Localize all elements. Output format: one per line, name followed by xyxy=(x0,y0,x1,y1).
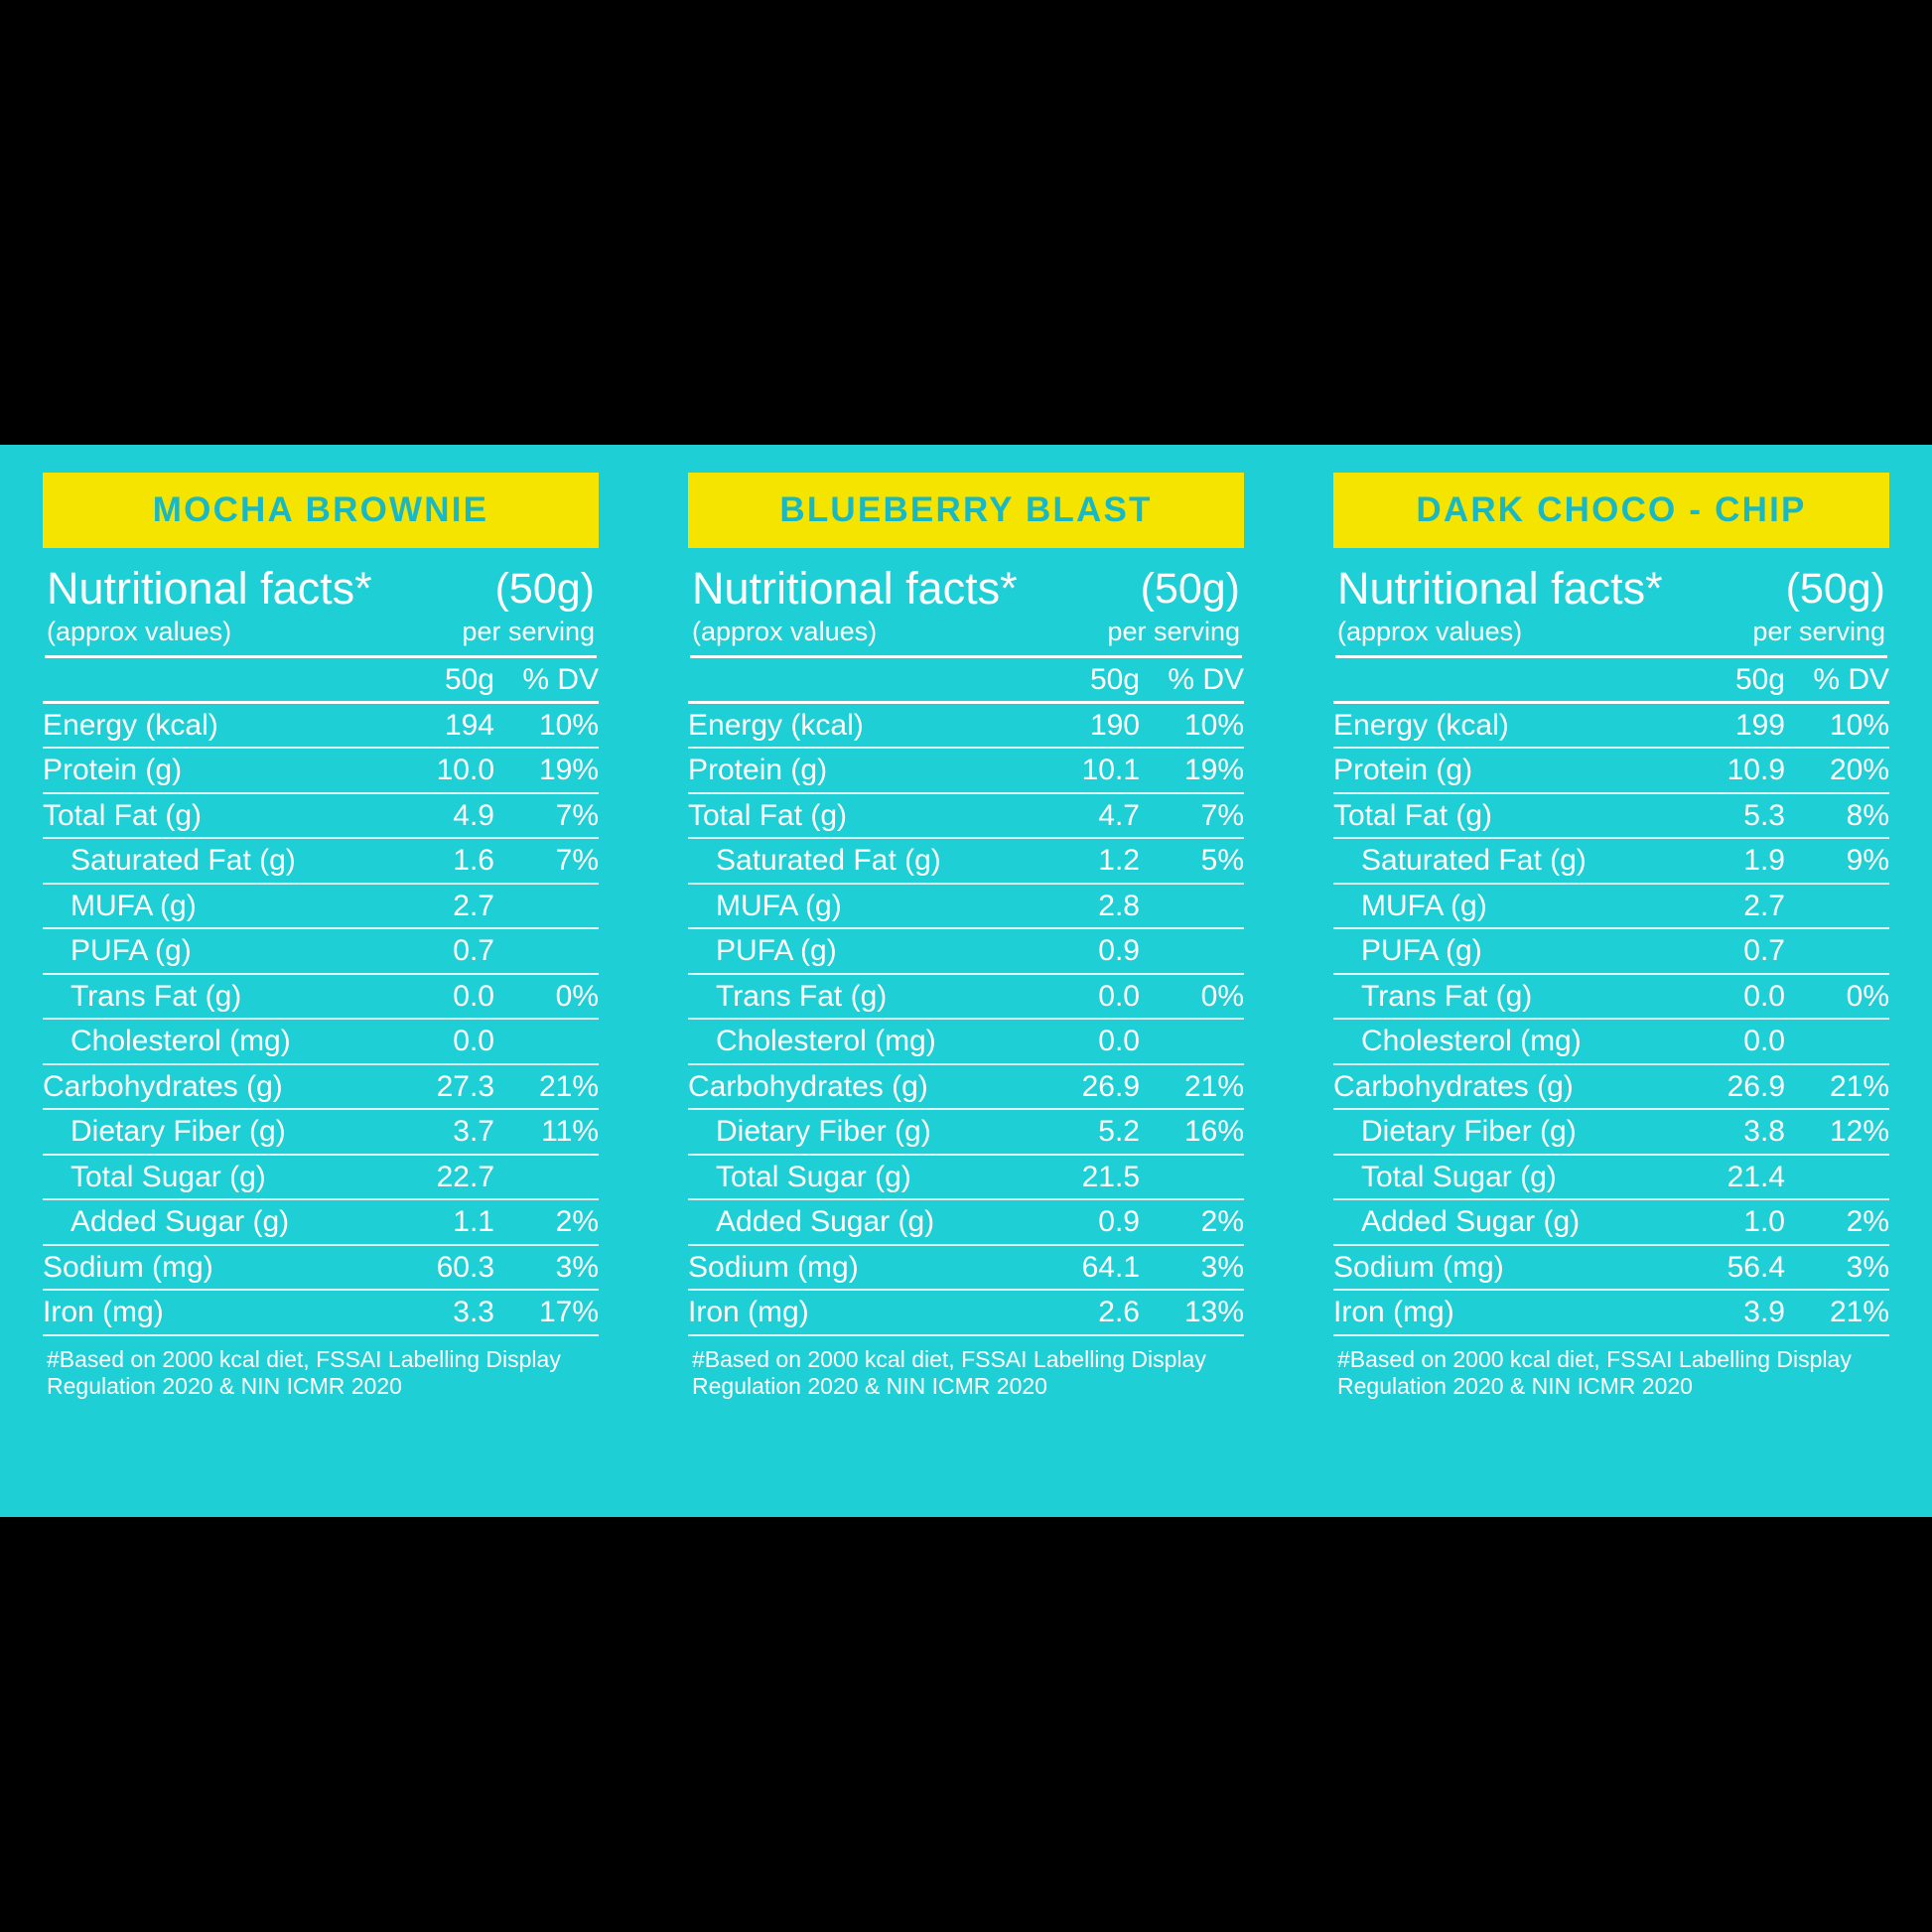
table-header-dv: % DV xyxy=(1140,658,1244,702)
nutrient-name: Trans Fat (g) xyxy=(43,974,375,1020)
table-header-dv: % DV xyxy=(1785,658,1889,702)
nutrient-daily-value: 7% xyxy=(494,793,599,839)
nutrient-name: Carbohydrates (g) xyxy=(688,1064,1021,1110)
table-header-row xyxy=(688,658,1244,702)
nutrient-amount: 1.1 xyxy=(375,1199,494,1245)
table-row xyxy=(43,702,599,748)
nutrient-amount: 2.7 xyxy=(1666,884,1785,929)
card-title-bar xyxy=(1333,473,1889,548)
approx-values-note: (approx values) xyxy=(692,617,878,646)
table-header-nutrient xyxy=(43,658,375,702)
nutrient-amount: 1.0 xyxy=(1666,1199,1785,1245)
nutrient-name: Total Sugar (g) xyxy=(43,1155,375,1200)
nutrient-name: Saturated Fat (g) xyxy=(688,838,1021,884)
nutrient-amount: 2.6 xyxy=(1021,1290,1140,1335)
nutrient-name: Added Sugar (g) xyxy=(1333,1199,1666,1245)
nutrient-amount: 1.2 xyxy=(1021,838,1140,884)
table-row xyxy=(1333,974,1889,1020)
nutrient-name: Protein (g) xyxy=(1333,748,1666,793)
nutrient-daily-value xyxy=(494,1019,599,1064)
table-row xyxy=(43,793,599,839)
nutrient-daily-value: 20% xyxy=(1785,748,1889,793)
nutrient-name: Carbohydrates (g) xyxy=(1333,1064,1666,1110)
nutrient-daily-value: 16% xyxy=(1140,1109,1244,1155)
table-row xyxy=(43,1199,599,1245)
table-row xyxy=(688,838,1244,884)
serving-size: (50g) xyxy=(1140,565,1240,613)
nutrient-daily-value: 3% xyxy=(1785,1245,1889,1291)
nutrient-daily-value: 0% xyxy=(1140,974,1244,1020)
footnote: #Based on 2000 kcal diet, FSSAI Labelling Display Regulation 2020 & NIN ICMR 2020 xyxy=(692,1345,1206,1399)
nutrient-amount: 2.8 xyxy=(1021,884,1140,929)
table-header-nutrient xyxy=(1333,658,1666,702)
nutrient-amount: 22.7 xyxy=(375,1155,494,1200)
nutrient-name: MUFA (g) xyxy=(688,884,1021,929)
nutrition-panel xyxy=(0,445,1932,1517)
nutrient-daily-value xyxy=(1785,928,1889,974)
table-row xyxy=(688,884,1244,929)
facts-title: Nutritional facts* xyxy=(692,563,1018,614)
nutrient-name: Added Sugar (g) xyxy=(688,1199,1021,1245)
nutrient-name: Saturated Fat (g) xyxy=(43,838,375,884)
divider xyxy=(45,655,597,658)
nutrient-amount: 1.6 xyxy=(375,838,494,884)
table-header-amount: 50g xyxy=(1666,658,1785,702)
nutrient-name: Dietary Fiber (g) xyxy=(1333,1109,1666,1155)
facts-header xyxy=(1333,563,1889,614)
table-row xyxy=(688,748,1244,793)
nutrient-daily-value: 13% xyxy=(1140,1290,1244,1335)
nutrient-daily-value xyxy=(1785,884,1889,929)
table-row xyxy=(688,1155,1244,1200)
table-row xyxy=(1333,838,1889,884)
table-row xyxy=(1333,1109,1889,1155)
nutrient-name: Saturated Fat (g) xyxy=(1333,838,1666,884)
divider xyxy=(690,655,1242,658)
divider xyxy=(1335,655,1887,658)
nutrient-daily-value xyxy=(494,1155,599,1200)
nutrient-daily-value xyxy=(1140,928,1244,974)
nutrient-daily-value: 0% xyxy=(494,974,599,1020)
nutrient-name: Total Sugar (g) xyxy=(688,1155,1021,1200)
nutrient-name: Added Sugar (g) xyxy=(43,1199,375,1245)
table-row xyxy=(43,748,599,793)
table-row xyxy=(688,1245,1244,1291)
nutrient-name: MUFA (g) xyxy=(43,884,375,929)
nutrient-daily-value: 21% xyxy=(1785,1290,1889,1335)
facts-title: Nutritional facts* xyxy=(1337,563,1663,614)
table-row xyxy=(1333,1019,1889,1064)
nutrient-amount: 190 xyxy=(1021,702,1140,748)
table-header-amount: 50g xyxy=(375,658,494,702)
nutrient-daily-value xyxy=(1785,1155,1889,1200)
nutrient-amount: 3.9 xyxy=(1666,1290,1785,1335)
nutrient-amount: 60.3 xyxy=(375,1245,494,1291)
nutrient-name: Sodium (mg) xyxy=(43,1245,375,1291)
nutrient-name: Dietary Fiber (g) xyxy=(688,1109,1021,1155)
nutrient-amount: 26.9 xyxy=(1021,1064,1140,1110)
table-row xyxy=(1333,1155,1889,1200)
nutrient-daily-value: 21% xyxy=(1785,1064,1889,1110)
nutrient-amount: 3.8 xyxy=(1666,1109,1785,1155)
nutrient-amount: 27.3 xyxy=(375,1064,494,1110)
nutrient-amount: 0.0 xyxy=(1666,974,1785,1020)
table-row xyxy=(1333,1199,1889,1245)
nutrient-daily-value xyxy=(1140,884,1244,929)
nutrient-name: Iron (mg) xyxy=(43,1290,375,1335)
nutrient-daily-value: 2% xyxy=(1785,1199,1889,1245)
serving-size: (50g) xyxy=(494,565,595,613)
table-row xyxy=(688,928,1244,974)
table-row xyxy=(43,1155,599,1200)
nutrient-name: Carbohydrates (g) xyxy=(43,1064,375,1110)
nutrient-amount: 3.7 xyxy=(375,1109,494,1155)
nutrient-name: Cholesterol (mg) xyxy=(43,1019,375,1064)
nutrient-daily-value xyxy=(1140,1019,1244,1064)
serving-size: (50g) xyxy=(1785,565,1885,613)
nutrient-name: Energy (kcal) xyxy=(1333,702,1666,748)
nutrient-daily-value: 2% xyxy=(1140,1199,1244,1245)
nutrient-daily-value: 17% xyxy=(494,1290,599,1335)
nutrient-name: Energy (kcal) xyxy=(688,702,1021,748)
nutrient-daily-value: 3% xyxy=(1140,1245,1244,1291)
facts-header xyxy=(688,563,1244,614)
approx-values-note: (approx values) xyxy=(47,617,232,646)
nutrient-amount: 10.9 xyxy=(1666,748,1785,793)
table-row xyxy=(1333,1245,1889,1291)
table-row xyxy=(1333,793,1889,839)
nutrient-daily-value: 19% xyxy=(494,748,599,793)
table-row xyxy=(688,1064,1244,1110)
approx-values-note: (approx values) xyxy=(1337,617,1523,646)
table-header-row xyxy=(43,658,599,702)
table-row xyxy=(43,974,599,1020)
per-serving-note: per serving xyxy=(462,617,595,646)
nutrition-table xyxy=(688,658,1244,1336)
nutrition-cards-container xyxy=(0,445,1932,1517)
table-row xyxy=(688,793,1244,839)
per-serving-note: per serving xyxy=(1107,617,1240,646)
nutrient-amount: 26.9 xyxy=(1666,1064,1785,1110)
nutrient-amount: 64.1 xyxy=(1021,1245,1140,1291)
nutrient-name: Total Fat (g) xyxy=(688,793,1021,839)
nutrient-name: PUFA (g) xyxy=(688,928,1021,974)
nutrient-amount: 0.0 xyxy=(375,974,494,1020)
nutrient-name: MUFA (g) xyxy=(1333,884,1666,929)
nutrient-daily-value xyxy=(1785,1019,1889,1064)
nutrient-name: Protein (g) xyxy=(43,748,375,793)
nutrient-name: Dietary Fiber (g) xyxy=(43,1109,375,1155)
nutrient-name: PUFA (g) xyxy=(43,928,375,974)
table-row xyxy=(43,1290,599,1335)
nutrient-name: Protein (g) xyxy=(688,748,1021,793)
nutrient-daily-value: 10% xyxy=(1140,702,1244,748)
nutrient-daily-value xyxy=(1140,1155,1244,1200)
nutrient-amount: 1.9 xyxy=(1666,838,1785,884)
card-title-bar xyxy=(688,473,1244,548)
table-row xyxy=(1333,748,1889,793)
footnote: #Based on 2000 kcal diet, FSSAI Labelling Display Regulation 2020 & NIN ICMR 2020 xyxy=(1337,1345,1852,1399)
nutrient-daily-value: 10% xyxy=(494,702,599,748)
table-row xyxy=(43,1064,599,1110)
nutrient-name: Total Fat (g) xyxy=(1333,793,1666,839)
table-row xyxy=(43,1109,599,1155)
table-row xyxy=(1333,702,1889,748)
table-row xyxy=(1333,1290,1889,1335)
table-row xyxy=(1333,928,1889,974)
nutrient-name: Total Fat (g) xyxy=(43,793,375,839)
card-title: DARK CHOCO - CHIP xyxy=(1416,490,1807,529)
nutrient-daily-value: 19% xyxy=(1140,748,1244,793)
nutrient-amount: 0.9 xyxy=(1021,1199,1140,1245)
facts-subheader xyxy=(43,617,599,647)
nutrient-amount: 4.7 xyxy=(1021,793,1140,839)
card-title: BLUEBERRY BLAST xyxy=(779,490,1153,529)
nutrient-name: Iron (mg) xyxy=(1333,1290,1666,1335)
nutrient-name: Cholesterol (mg) xyxy=(1333,1019,1666,1064)
table-row xyxy=(1333,884,1889,929)
nutrient-daily-value: 7% xyxy=(494,838,599,884)
table-row xyxy=(43,1245,599,1291)
nutrient-amount: 3.3 xyxy=(375,1290,494,1335)
nutrient-amount: 56.4 xyxy=(1666,1245,1785,1291)
nutrient-amount: 5.3 xyxy=(1666,793,1785,839)
nutrient-daily-value: 21% xyxy=(1140,1064,1244,1110)
nutrient-daily-value: 21% xyxy=(494,1064,599,1110)
facts-title: Nutritional facts* xyxy=(47,563,372,614)
table-header-nutrient xyxy=(688,658,1021,702)
nutrient-amount: 0.7 xyxy=(375,928,494,974)
nutrition-card xyxy=(43,473,599,1517)
nutrient-daily-value: 12% xyxy=(1785,1109,1889,1155)
nutrient-amount: 10.0 xyxy=(375,748,494,793)
table-row xyxy=(688,1199,1244,1245)
table-row xyxy=(688,1109,1244,1155)
table-row xyxy=(688,702,1244,748)
card-title-bar xyxy=(43,473,599,548)
footnote: #Based on 2000 kcal diet, FSSAI Labelling Display Regulation 2020 & NIN ICMR 2020 xyxy=(47,1345,561,1399)
nutrient-name: Sodium (mg) xyxy=(688,1245,1021,1291)
nutrient-daily-value: 0% xyxy=(1785,974,1889,1020)
nutrient-daily-value: 5% xyxy=(1140,838,1244,884)
table-row xyxy=(688,1290,1244,1335)
nutrient-daily-value: 8% xyxy=(1785,793,1889,839)
nutrition-card xyxy=(1333,473,1889,1517)
nutrition-table xyxy=(43,658,599,1336)
nutrient-amount: 194 xyxy=(375,702,494,748)
nutrient-amount: 0.0 xyxy=(375,1019,494,1064)
nutrient-amount: 5.2 xyxy=(1021,1109,1140,1155)
nutrient-amount: 0.0 xyxy=(1021,974,1140,1020)
table-row xyxy=(43,884,599,929)
nutrition-table xyxy=(1333,658,1889,1336)
nutrient-amount: 21.5 xyxy=(1021,1155,1140,1200)
table-row xyxy=(688,974,1244,1020)
table-row xyxy=(1333,1064,1889,1110)
table-header-row xyxy=(1333,658,1889,702)
table-row xyxy=(43,1019,599,1064)
nutrient-amount: 0.7 xyxy=(1666,928,1785,974)
card-title: MOCHA BROWNIE xyxy=(152,490,489,529)
table-header-amount: 50g xyxy=(1021,658,1140,702)
nutrient-daily-value: 10% xyxy=(1785,702,1889,748)
facts-header xyxy=(43,563,599,614)
table-row xyxy=(43,838,599,884)
nutrient-name: Trans Fat (g) xyxy=(688,974,1021,1020)
nutrient-amount: 0.0 xyxy=(1666,1019,1785,1064)
nutrient-daily-value xyxy=(494,884,599,929)
nutrient-name: Energy (kcal) xyxy=(43,702,375,748)
nutrient-daily-value: 7% xyxy=(1140,793,1244,839)
per-serving-note: per serving xyxy=(1752,617,1885,646)
table-row xyxy=(688,1019,1244,1064)
nutrient-amount: 199 xyxy=(1666,702,1785,748)
table-header-dv: % DV xyxy=(494,658,599,702)
facts-subheader xyxy=(1333,617,1889,647)
nutrient-amount: 4.9 xyxy=(375,793,494,839)
facts-subheader xyxy=(688,617,1244,647)
nutrient-name: Cholesterol (mg) xyxy=(688,1019,1021,1064)
nutrient-name: Total Sugar (g) xyxy=(1333,1155,1666,1200)
nutrient-amount: 0.9 xyxy=(1021,928,1140,974)
nutrient-amount: 10.1 xyxy=(1021,748,1140,793)
table-row xyxy=(43,928,599,974)
nutrient-daily-value: 9% xyxy=(1785,838,1889,884)
nutrient-daily-value: 3% xyxy=(494,1245,599,1291)
nutrient-daily-value: 11% xyxy=(494,1109,599,1155)
nutrient-daily-value: 2% xyxy=(494,1199,599,1245)
nutrient-amount: 0.0 xyxy=(1021,1019,1140,1064)
nutrient-name: Iron (mg) xyxy=(688,1290,1021,1335)
nutrient-amount: 21.4 xyxy=(1666,1155,1785,1200)
nutrition-card xyxy=(688,473,1244,1517)
nutrient-amount: 2.7 xyxy=(375,884,494,929)
nutrient-name: Trans Fat (g) xyxy=(1333,974,1666,1020)
nutrient-name: PUFA (g) xyxy=(1333,928,1666,974)
nutrient-daily-value xyxy=(494,928,599,974)
nutrient-name: Sodium (mg) xyxy=(1333,1245,1666,1291)
